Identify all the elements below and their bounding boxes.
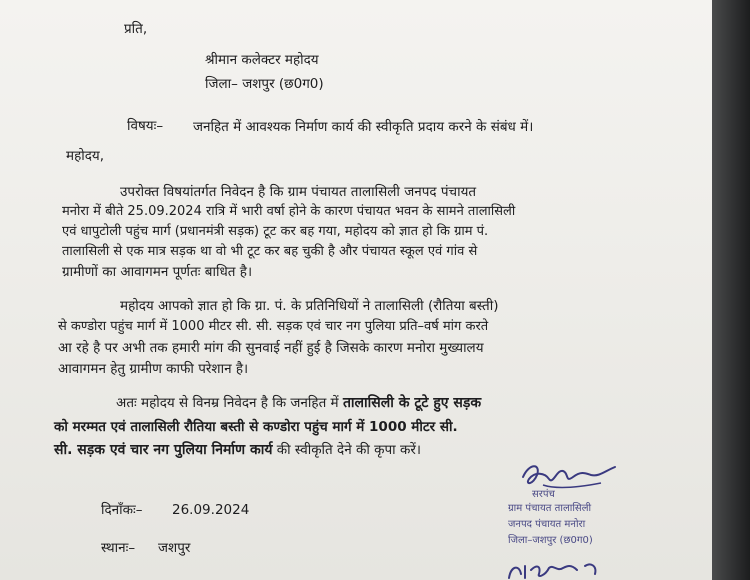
para1-line: उपरोक्त विषयांतर्गत निवेदन है कि ग्राम पंचायत तालासिली जनपद पंचायत [120,184,477,200]
place-value: जशपुर [158,540,191,556]
salutation-to: प्रति, [124,21,148,37]
para2-line: आ रहे है पर अभी तक हमारी मांग की सुनवाई नहीं हुई है जिसके कारण मनोरा मुख्यालय [58,340,484,356]
date-value: 26.09.2024 [172,502,250,518]
lower-signature-scribble-icon [505,560,605,580]
para3-line-3-normal: की स्वीकृति देने की कृपा करें। [276,442,421,458]
para3-line-3-bold: सी. सड़क एवं चार नग पुलिया निर्माण कार्य [54,442,273,458]
para1-line: मनोरा में बीते 25.09.2024 रात्रि में भारी वर्षा होने के कारण पंचायत भवन के सामने तालासिली [62,204,516,219]
subject-text: जनहित में आवश्यक निर्माण कार्य की स्वीकृति प्रदाय करने के संबंध में। [193,119,534,135]
para1-line: तालासिली से एक मात्र सड़क था वो भी टूट कर बह चुकी है और पंचायत स्कूल एवं गांव से [62,244,478,259]
stamp-line-1: ग्राम पंचायत तालासिली [508,503,592,514]
stamp-role: सरपंच [532,489,555,500]
para1-line: ग्रामीणों का आवागमन पूर्णतः बाधित है। [62,264,253,280]
date-label: दिनाँकः– [101,502,143,518]
para3-line-1 [116,394,481,412]
para3-line-3 [54,441,421,459]
subject-label: विषयः– [127,118,164,134]
para2-line: महोदय आपको ज्ञात हो कि ग्रा. पं. के प्रतिनिधियों ने तालासिली (रौतिया बस्ती) [120,298,499,314]
greeting: महोदय, [66,148,105,164]
stamp-line-2: जनपद पंचायत मनोरा [508,519,586,530]
para2-line: आवागमन हेतु ग्रामीण काफी परेशान है। [58,361,249,377]
place-label: स्थानः– [101,540,136,556]
recipient-line-1: श्रीमान कलेक्टर महोदय [205,52,319,68]
recipient-line-2: जिला– जशपुर (छ0ग0) [205,76,324,92]
background-edge [712,0,750,580]
para1-line: एवं धापुटोली पहुंच मार्ग (प्रधानमंत्री सड़क) टूट कर बह गया, महोदय को ज्ञात हो कि ग्राम पं. [62,224,489,239]
para3-line-2: को मरम्मत एवं तालासिली रौतिया बस्ती से कण्डोरा पहुंच मार्ग में 1000 मीटर सी. [54,419,458,435]
stamp-line-3: जिला–जशपुर (छ0ग0) [508,535,593,546]
para3-line-1-bold: तालासिली के टूटे हुए सड़क [342,395,482,411]
para3-line-1-normal: अतः महोदय से विनम्र निवेदन है कि जनहित में [116,395,339,411]
para2-line: से कण्डोरा पहुंच मार्ग में 1000 मीटर सी. सी. सड़क एवं चार नग पुलिया प्रति–वर्ष मांग करते [58,319,489,334]
